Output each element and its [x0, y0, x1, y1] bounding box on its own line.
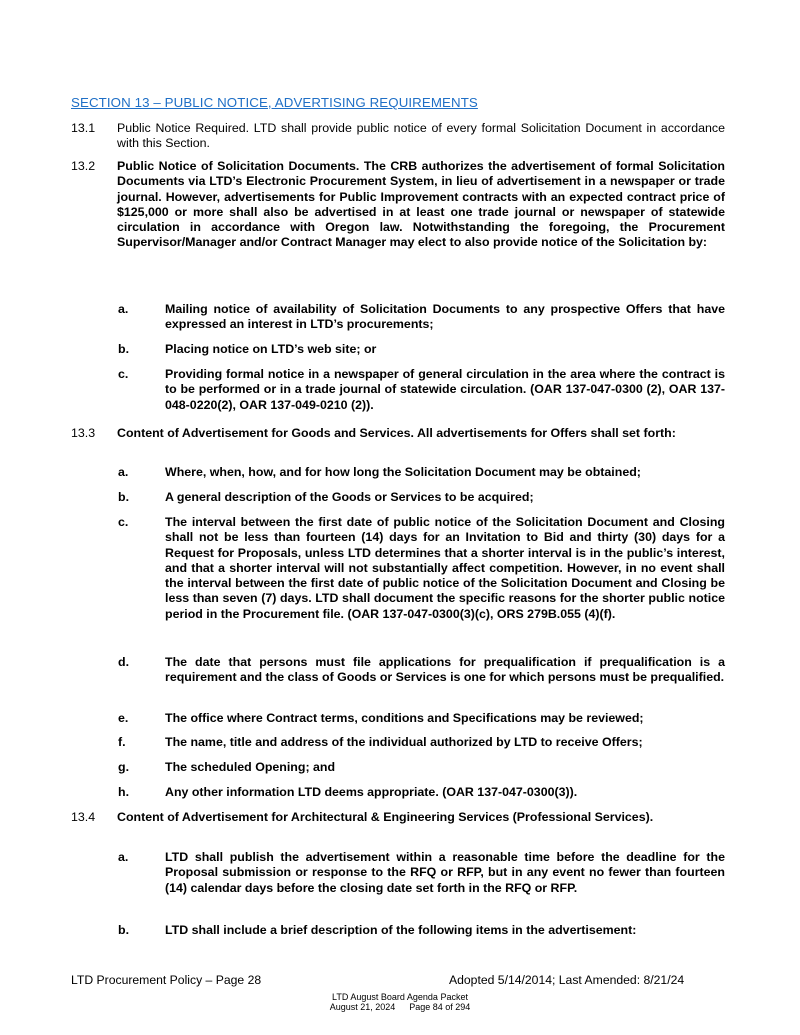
list-item-13-3-h — [118, 785, 725, 800]
list-item-letter: a. — [118, 465, 129, 479]
list-item-13-2-c — [118, 367, 725, 413]
list-item-letter: e. — [118, 711, 129, 725]
list-item-13-3-f — [118, 735, 725, 750]
list-item-text: LTD shall publish the advertisement within a reasonable time before the deadline for the Proposal submission or response to the RFQ or RFP, but in any event no fewer than fourteen (14) calendar days before the closing date set forth in the RFQ or RFP. — [165, 850, 725, 895]
footer-adopted-date: Adopted 5/14/2014; Last Amended: 8/21/24 — [449, 973, 685, 987]
list-item-letter: a. — [118, 302, 129, 316]
list-item-text: LTD shall include a brief description of the following items in the advertisement: — [165, 923, 637, 937]
paragraph-number: 13.2 — [71, 159, 96, 173]
packet-page-number: Page 84 of 294 — [409, 1002, 471, 1012]
packet-title: LTD August Board Agenda Packet — [332, 992, 468, 1002]
paragraph-text: Public Notice Required. LTD shall provide public notice of every formal Solicitation Document in accordance with this Section. — [117, 121, 725, 151]
paragraph-13-2 — [71, 159, 725, 251]
list-item-text: The scheduled Opening; and — [165, 760, 336, 774]
paragraph-13-1 — [71, 121, 725, 152]
section-heading[interactable]: SECTION 13 – PUBLIC NOTICE, ADVERTISING REQUIREMENTS — [71, 95, 478, 110]
list-item-text: A general description of the Goods or Services to be acquired; — [165, 490, 534, 504]
paragraph-text: Content of Advertisement for Goods and Services. All advertisements for Offers shall set forth: — [117, 426, 676, 440]
list-item-13-3-c — [118, 515, 725, 622]
list-item-letter: a. — [118, 850, 129, 864]
paragraph-text: Content of Advertisement for Architectural & Engineering Services (Professional Services). — [117, 810, 654, 824]
list-item-13-4-a — [118, 850, 725, 896]
paragraph-text: Public Notice of Solicitation Documents. The CRB authorizes the advertisement of formal Solicitation Documents via LTD’s Electronic Procurement System, in lieu of advertisement in a newspaper or trade journal. However, advertisements for Public Improvement contracts with an expected contract price of $125,000 or more shall also be advertised in at least one trade journal or newspaper of statewide circulation in accordance with Oregon law. Notwithstanding the foregoing, the Procurement Supervisor/Manager and/or Contract Manager may elect to also provide notice of the Solicitation by: — [117, 159, 725, 250]
list-item-text: The name, title and address of the individual authorized by LTD to receive Offers; — [165, 735, 643, 749]
list-item-13-3-g — [118, 760, 725, 775]
list-item-text: Any other information LTD deems appropriate. (OAR 137-047-0300(3)). — [165, 785, 578, 799]
paragraph-number: 13.4 — [71, 810, 96, 824]
list-item-letter: f. — [118, 735, 126, 749]
list-item-13-3-a — [118, 465, 725, 480]
list-item-13-3-b — [118, 490, 725, 505]
list-item-letter: d. — [118, 655, 130, 669]
list-item-text: The office where Contract terms, conditions and Specifications may be reviewed; — [165, 711, 644, 725]
list-item-text: The date that persons must file applications for prequalification if prequalification is a requirement and the class of Goods or Services is one for which persons must be prequalified. — [165, 655, 725, 685]
list-item-letter: c. — [118, 515, 129, 529]
paragraph-13-3 — [71, 426, 725, 441]
list-item-letter: h. — [118, 785, 130, 799]
list-item-letter: b. — [118, 490, 130, 504]
paragraph-number: 13.1 — [71, 121, 96, 135]
list-item-13-3-e — [118, 711, 725, 726]
list-item-13-3-d — [118, 655, 725, 686]
list-item-text: Providing formal notice in a newspaper of general circulation in the area where the contract is to be performed or in a trade journal of statewide circulation. (OAR 137-047-0300 (2), OAR 137-048-0220(2), OAR 137-049-0210 (2)). — [165, 367, 725, 412]
list-item-13-2-b — [118, 342, 725, 357]
list-item-letter: g. — [118, 760, 130, 774]
paragraph-number: 13.3 — [71, 426, 96, 440]
packet-date-line — [0, 1002, 800, 1013]
paragraph-13-4 — [71, 810, 725, 825]
list-item-text: Mailing notice of availability of Solicitation Documents to any prospective Offers that have expressed an interest in LTD’s procurements; — [165, 302, 725, 332]
footer-policy-page: LTD Procurement Policy – Page 28 — [71, 973, 262, 987]
list-item-text: The interval between the first date of public notice of the Solicitation Document and Closing shall not be less than fourteen (14) days for an Invitation to Bid and thirty (30) days for a Request for Proposals, unless LTD determines that a shorter interval is in the public’s interest, and that a shorter interval will not substantially affect competition. However, in no event shall the interval between the first date of public notice of the Solicitation Document and Closing be less than seven (7) days. LTD shall document the specific reasons for the shorter public notice period in the Procurement file. (OAR 137-047-0300(3)(c), ORS 279B.055 (4)(f). — [165, 515, 725, 621]
list-item-letter: b. — [118, 342, 130, 356]
list-item-text: Placing notice on LTD’s web site; or — [165, 342, 377, 356]
list-item-letter: b. — [118, 923, 130, 937]
list-item-text: Where, when, how, and for how long the Solicitation Document may be obtained; — [165, 465, 641, 479]
list-item-letter: c. — [118, 367, 129, 381]
list-item-13-4-b — [118, 923, 725, 938]
list-item-13-2-a — [118, 302, 725, 333]
packet-date: August 21, 2024 — [329, 1002, 396, 1012]
